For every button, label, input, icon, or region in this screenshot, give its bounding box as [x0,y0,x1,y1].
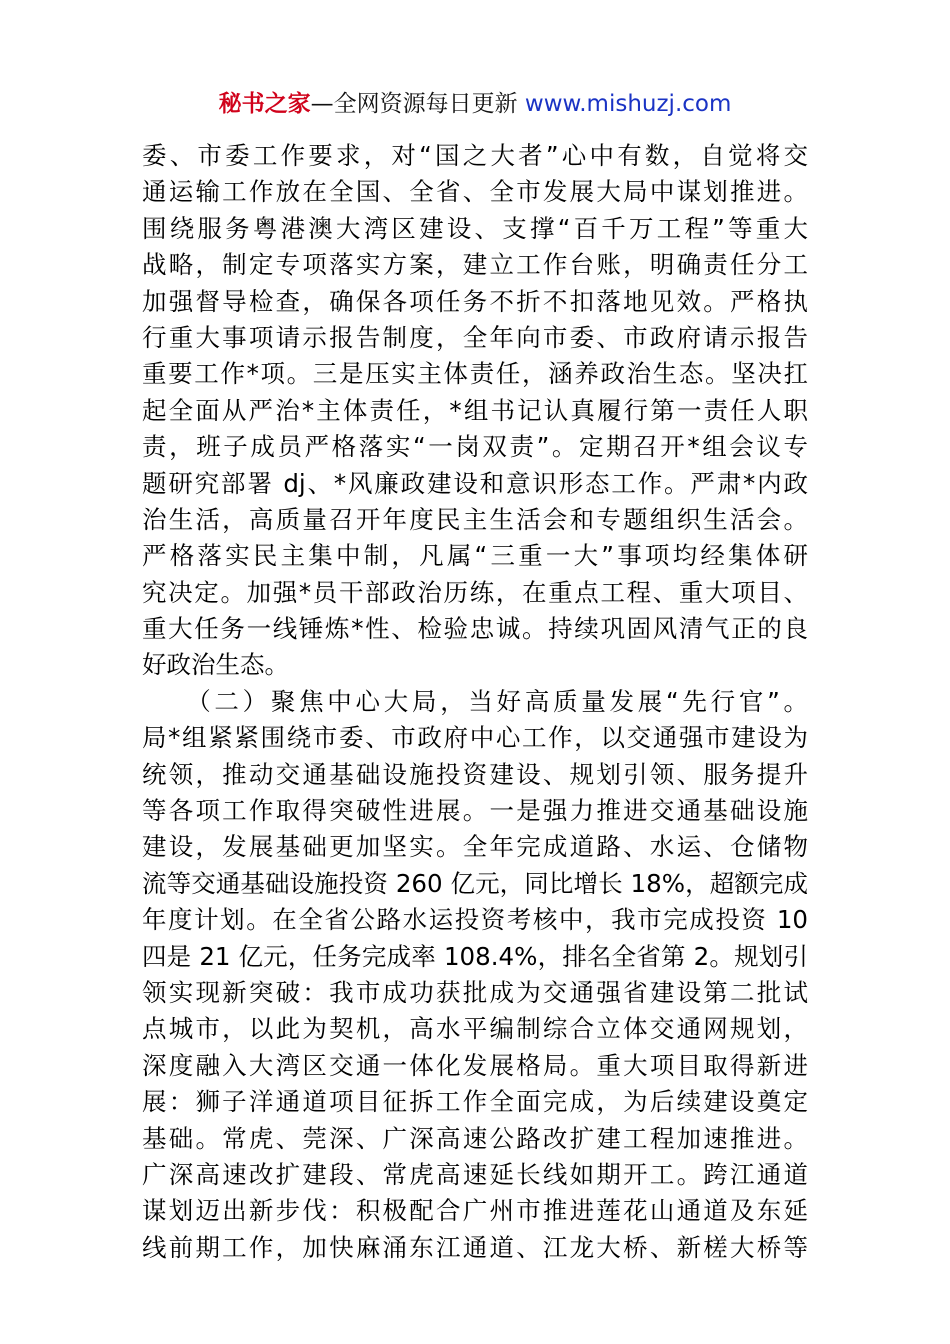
text-line: 通运输工作放在全国、全省、全市发展大局中谋划推进。 [142,177,808,207]
text-line: 年度计划。在全省公路水运投资考核中，我市完成投资 10 [142,905,808,935]
site-tagline: —全网资源每日更新 [310,91,525,117]
text-line: 四是 21 亿元，任务完成率 108.4%，排名全省第 2。规划引 [142,941,808,971]
text-line: 重要工作*项。三是压实主体责任，涵养政治生态。坚决扛 [142,359,808,389]
document-body [142,138,808,1266]
paragraph-end-line: 好政治生态。 [142,650,289,680]
site-url-link[interactable]: www.mishuzj.com [524,91,732,117]
text-line: 等各项工作取得突破性进展。一是强力推进交通基础设施 [142,796,808,826]
text-line: 究决定。加强*员干部政治历练，在重点工程、重大项目、 [142,577,808,607]
text-line: 线前期工作，加快麻涌东江通道、江龙大桥、新槎大桥等 [142,1232,808,1262]
text-line: 治生活，高质量召开年度民主生活会和专题组织生活会。 [142,504,808,534]
text-line: 广深高速改扩建段、常虎高速延长线如期开工。跨江通道 [142,1159,808,1189]
text-line: 重大任务一线锤炼*性、检验忠诚。持续巩固风清气正的良 [142,614,808,644]
text-line: 深度融入大湾区交通一体化发展格局。重大项目取得新进 [142,1050,808,1080]
text-line: 展：狮子洋通道项目征拆工作全面完成，为后续建设奠定 [142,1087,808,1117]
text-line: 围绕服务粤港澳大湾区建设、支撑“百千万工程”等重大 [142,213,808,243]
text-line: 题研究部署 dj、*风廉政建设和意识形态工作。严肃*内政 [142,468,808,498]
section-heading-line: （二）聚焦中心大局，当好高质量发展“先行官”。 [142,686,808,716]
text-line: 责，班子成员严格落实“一岗双责”。定期召开*组会议专 [142,432,808,462]
text-line: 基础。常虎、莞深、广深高速公路改扩建工程加速推进。 [142,1123,808,1153]
text-line: 谋划迈出新步伐：积极配合广州市推进莲花山通道及东延 [142,1196,808,1226]
text-line: 领实现新突破：我市成功获批成为交通强省建设第二批试 [142,977,808,1007]
text-line: 加强督导检查，确保各项任务不折不扣落地见效。严格执 [142,286,808,316]
site-brand: 秘书之家 [218,91,311,117]
text-line: 委、市委工作要求，对“国之大者”心中有数，自觉将交 [142,141,808,170]
text-line: 建设，发展基础更加坚实。全年完成道路、水运、仓储物 [142,832,808,862]
text-line: 起全面从严治*主体责任，*组书记认真履行第一责任人职 [142,395,808,425]
text-line: 局*组紧紧围绕市委、市政府中心工作，以交通强市建设为 [142,723,808,753]
text-line: 统领，推动交通基础设施投资建设、规划引领、服务提升 [142,759,808,789]
text-line: 流等交通基础设施投资 260 亿元，同比增长 18%，超额完成 [142,868,808,898]
text-line: 行重大事项请示报告制度，全年向市委、市政府请示报告 [142,322,808,352]
site-header [0,86,950,122]
text-line: 点城市，以此为契机，高水平编制综合立体交通网规划， [142,1014,808,1044]
text-line: 严格落实民主集中制，凡属“三重一大”事项均经集体研 [142,541,808,571]
text-line: 战略，制定专项落实方案，建立工作台账，明确责任分工 [142,250,808,280]
